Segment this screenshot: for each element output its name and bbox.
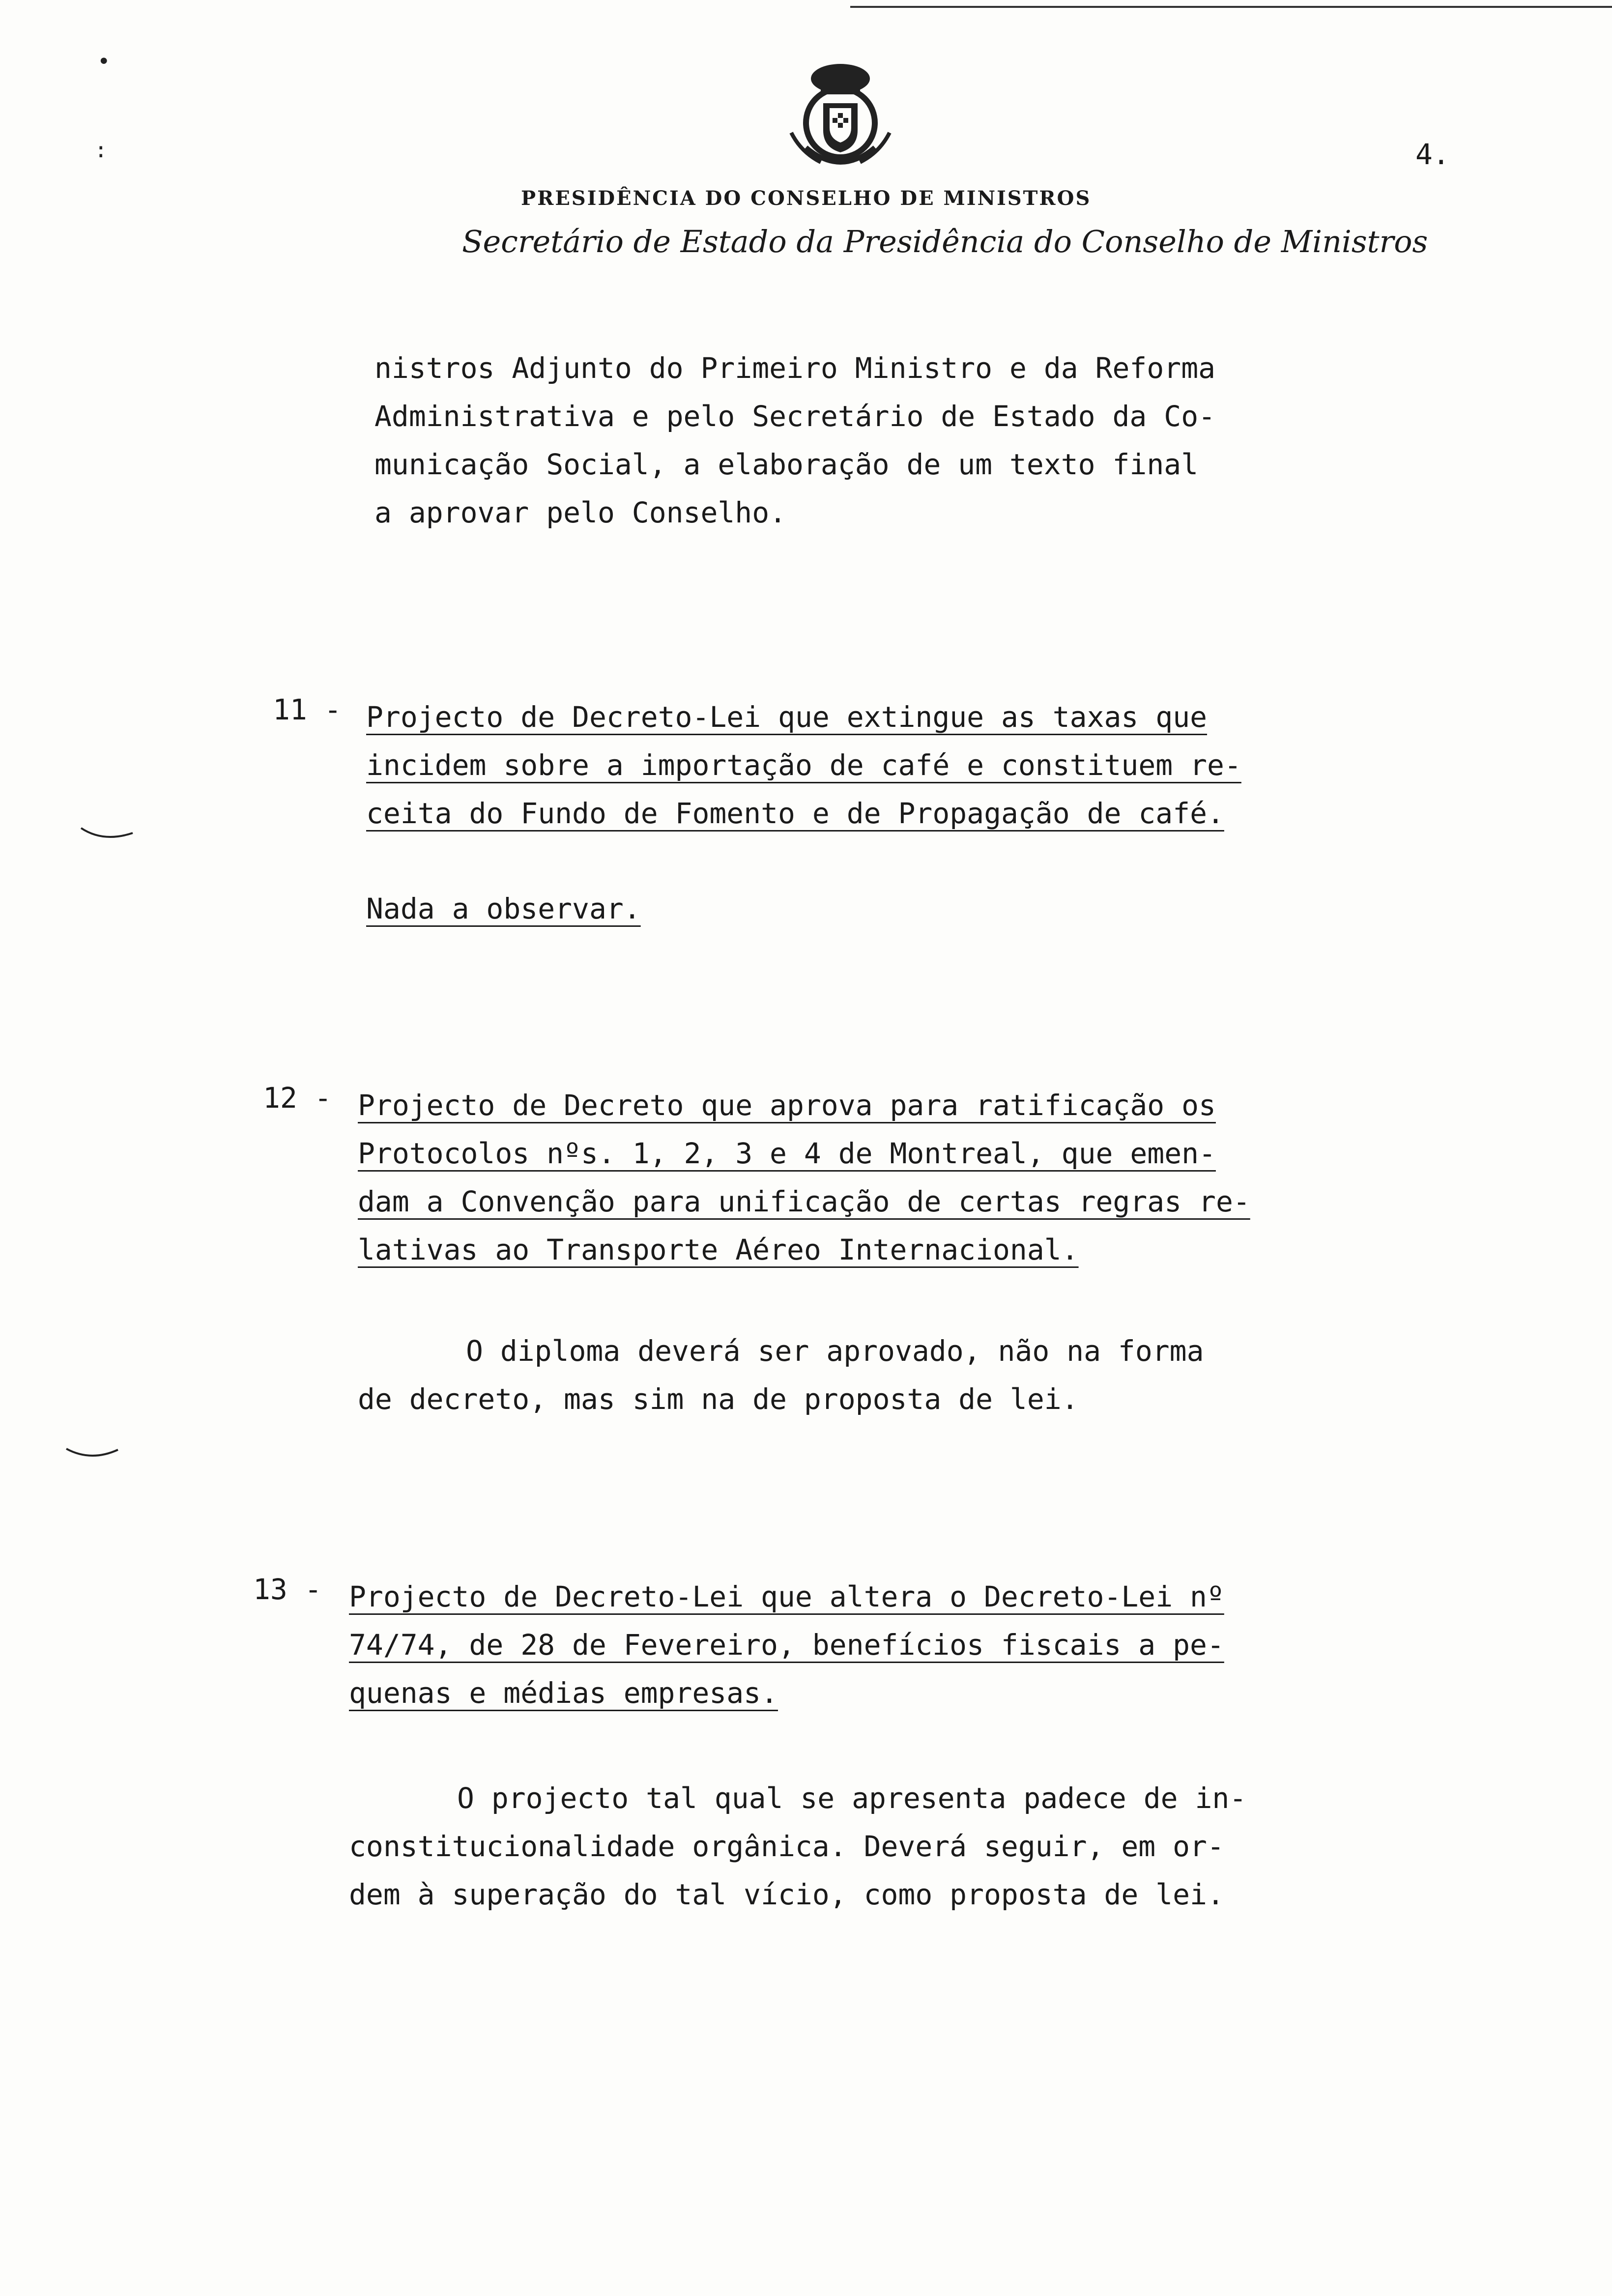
text-line: municação Social, a elaboração de um texto final bbox=[374, 448, 1199, 481]
comment-line: de decreto, mas sim na de proposta de lei. bbox=[358, 1382, 1079, 1416]
title-line: lativas ao Transporte Aéreo Internacional. bbox=[358, 1233, 1079, 1266]
text-line: nistros Adjunto do Primeiro Ministro e da Reforma bbox=[374, 351, 1216, 385]
title-line: 74/74, de 28 de Fevereiro, benefícios fiscais a pe- bbox=[349, 1628, 1224, 1662]
item-number: 12 - bbox=[263, 1081, 332, 1115]
margin-colon: : bbox=[94, 138, 108, 163]
comment-line: constitucionalidade orgânica. Deverá seguir, em or- bbox=[349, 1830, 1224, 1863]
header-ministry: PRESIDÊNCIA DO CONSELHO DE MINISTROS bbox=[521, 187, 1092, 210]
margin-dot: • bbox=[97, 49, 111, 74]
item-number: 11 - bbox=[273, 693, 342, 726]
title-line: incidem sobre a importação de café e constituem re- bbox=[366, 748, 1241, 782]
item-comment bbox=[358, 1327, 1204, 1423]
text-line: Administrativa e pelo Secretário de Estado da Co- bbox=[374, 400, 1216, 433]
margin-bracket-mark bbox=[79, 826, 138, 845]
title-line: Protocolos nºs. 1, 2, 3 e 4 de Montreal, que emen- bbox=[358, 1137, 1216, 1170]
comment-line: O projecto tal qual se apresenta padece de in- bbox=[457, 1781, 1247, 1815]
continuation-paragraph bbox=[374, 344, 1215, 537]
title-line: Projecto de Decreto que aprova para ratificação os bbox=[358, 1089, 1216, 1122]
item-title bbox=[349, 1573, 1224, 1717]
title-line: quenas e médias empresas. bbox=[349, 1676, 778, 1710]
comment-line: O diploma deverá ser aprovado, não na forma bbox=[466, 1334, 1204, 1368]
comment-line: dem à superação do tal vício, como proposta de lei. bbox=[349, 1878, 1224, 1911]
header-secretariat: Secretário de Estado da Presidência do Conselho de Ministros bbox=[462, 224, 1428, 259]
item-title bbox=[358, 1081, 1250, 1274]
item-title bbox=[366, 693, 1241, 837]
title-line: Projecto de Decreto-Lei que altera o Decreto-Lei nº bbox=[349, 1580, 1224, 1613]
title-line: ceita do Fundo de Fomento e de Propagação de café. bbox=[366, 797, 1224, 830]
page-number: 4. bbox=[1415, 138, 1450, 171]
title-line: Projecto de Decreto-Lei que extingue as taxas que bbox=[366, 700, 1208, 734]
text-line: a aprovar pelo Conselho. bbox=[374, 496, 787, 529]
item-comment bbox=[366, 885, 641, 933]
title-line: dam a Convenção para unificação de certas regras re- bbox=[358, 1185, 1250, 1218]
top-rule bbox=[850, 6, 1612, 8]
item-comment bbox=[349, 1774, 1246, 1919]
margin-bracket-mark bbox=[64, 1445, 123, 1464]
item-number: 13 - bbox=[253, 1573, 322, 1606]
comment-line: Nada a observar. bbox=[366, 892, 641, 925]
coat-of-arms-icon bbox=[772, 59, 909, 177]
